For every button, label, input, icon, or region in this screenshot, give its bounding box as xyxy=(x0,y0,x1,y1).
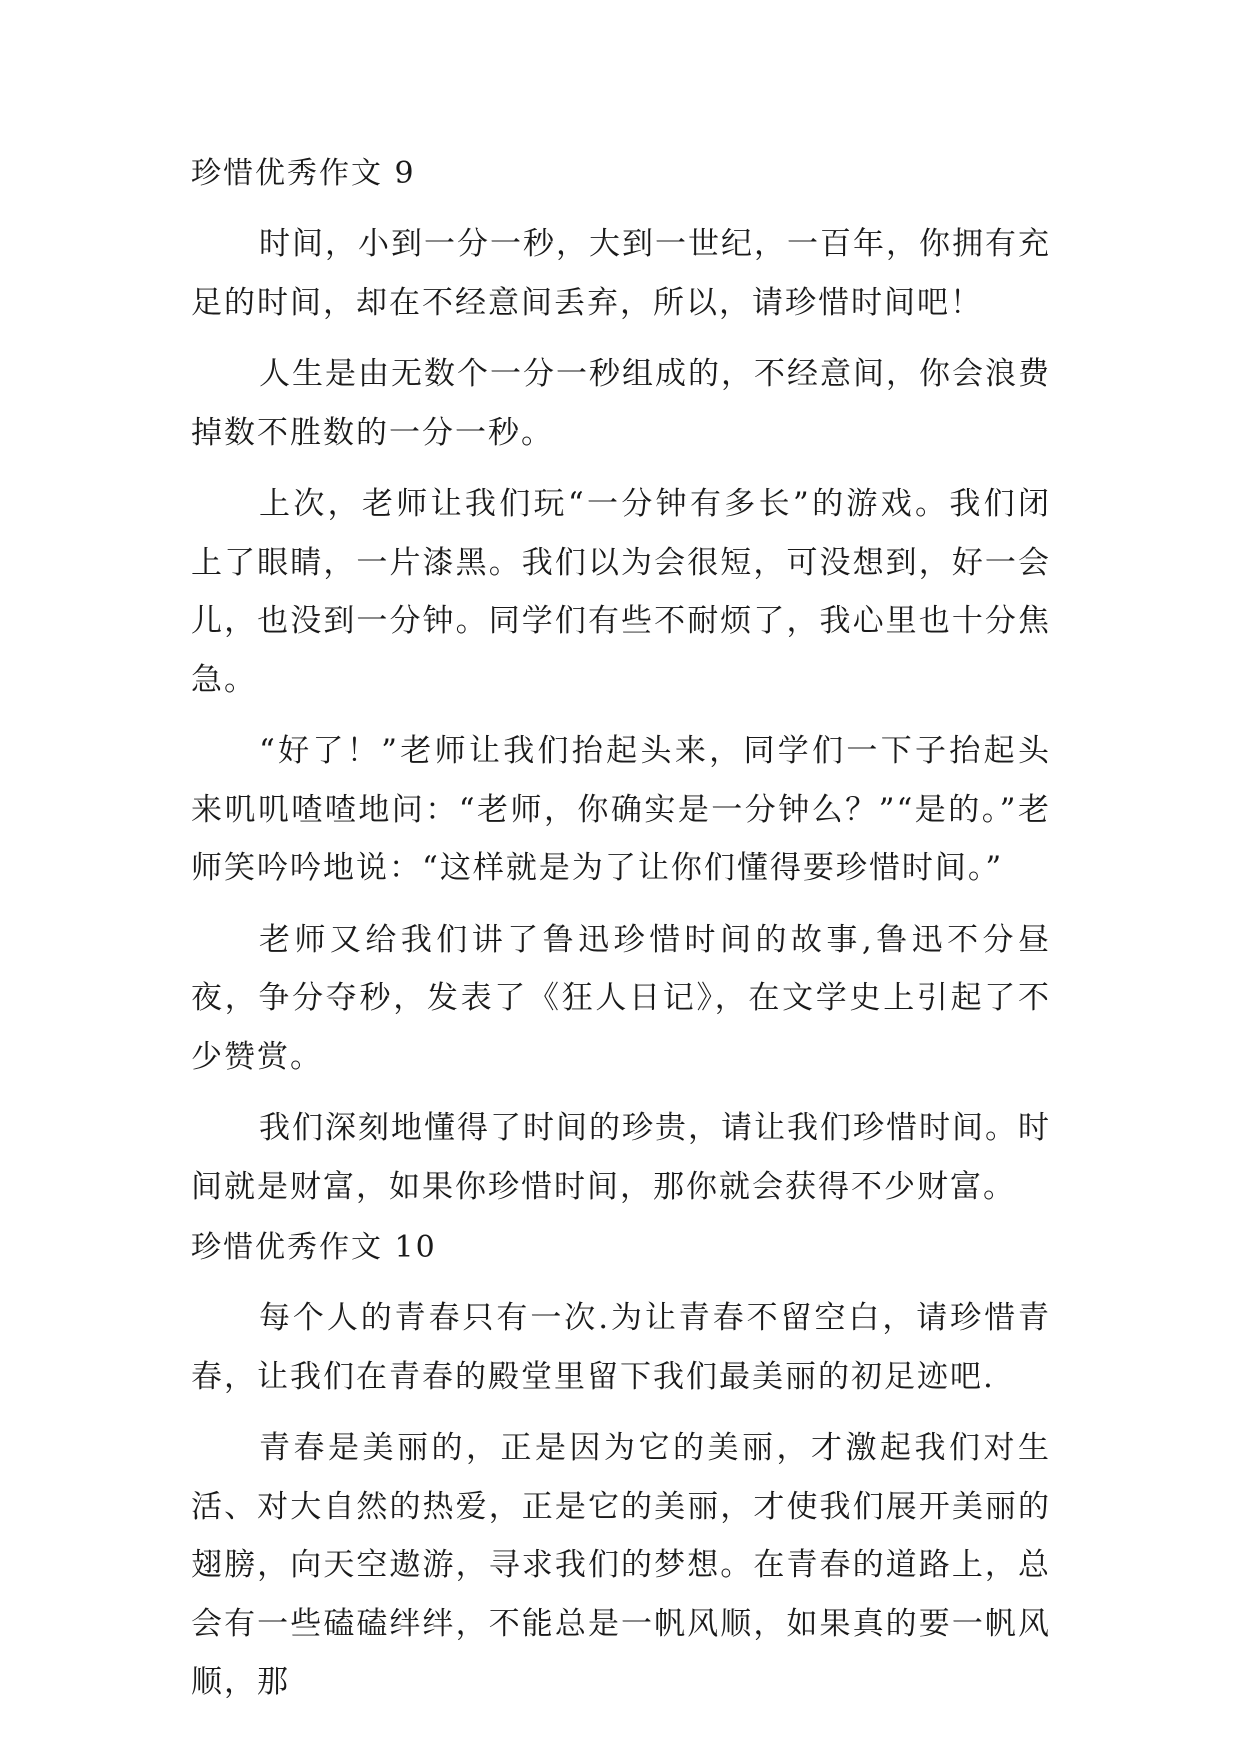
essay-9-title: 珍惜优秀作文 9 xyxy=(191,156,416,191)
essay-9-paragraph-5: 老师又给我们讲了鲁迅珍惜时间的故事,鲁迅不分昼夜，争分夺秒，发表了《狂人日记》，在文学史上引起了不少赞赏。 xyxy=(191,921,1051,1075)
essay-9-paragraph-4: “好了！”老师让我们抬起头来，同学们一下子抬起头来叽叽喳喳地问：“老师，你确实是一分钟么？”“是的。”老师笑吟吟地说：“这样就是为了让你们懂得要珍惜时间。” xyxy=(191,733,1051,886)
essay-10-title: 珍惜优秀作文 10 xyxy=(191,1230,437,1265)
essay-9-paragraph-6: 我们深刻地懂得了时间的珍贵，请让我们珍惜时间。时间就是财富，如果你珍惜时间，那你就会获得不少财富。 xyxy=(191,1110,1051,1205)
document-page xyxy=(191,155,1051,1725)
essay-10-paragraph-2: 青春是美丽的，正是因为它的美丽，才激起我们对生活、对大自然的热爱，正是它的美丽，才使我们展开美丽的翅膀，向天空遨游，寻求我们的梦想。在青春的道路上，总会有一些磕磕绊绊，不能总是一帆风顺，如果真的要一帆风顺，那 xyxy=(191,1430,1051,1700)
essay-10-paragraph-1: 每个人的青春只有一次.为让青春不留空白，请珍惜青春，让我们在青春的殿堂里留下我们最美丽的初足迹吧. xyxy=(191,1300,1051,1395)
essay-9-paragraph-1: 时间，小到一分一秒，大到一世纪，一百年，你拥有充足的时间，却在不经意间丢弃，所以，请珍惜时间吧！ xyxy=(191,226,1051,321)
essay-9-paragraph-2: 人生是由无数个一分一秒组成的，不经意间，你会浪费掉数不胜数的一分一秒。 xyxy=(191,356,1051,451)
essay-9-paragraph-3: 上次，老师让我们玩“一分钟有多长”的游戏。我们闭上了眼睛，一片漆黑。我们以为会很短，可没想到，好一会儿，也没到一分钟。同学们有些不耐烦了，我心里也十分焦急。 xyxy=(191,486,1051,698)
